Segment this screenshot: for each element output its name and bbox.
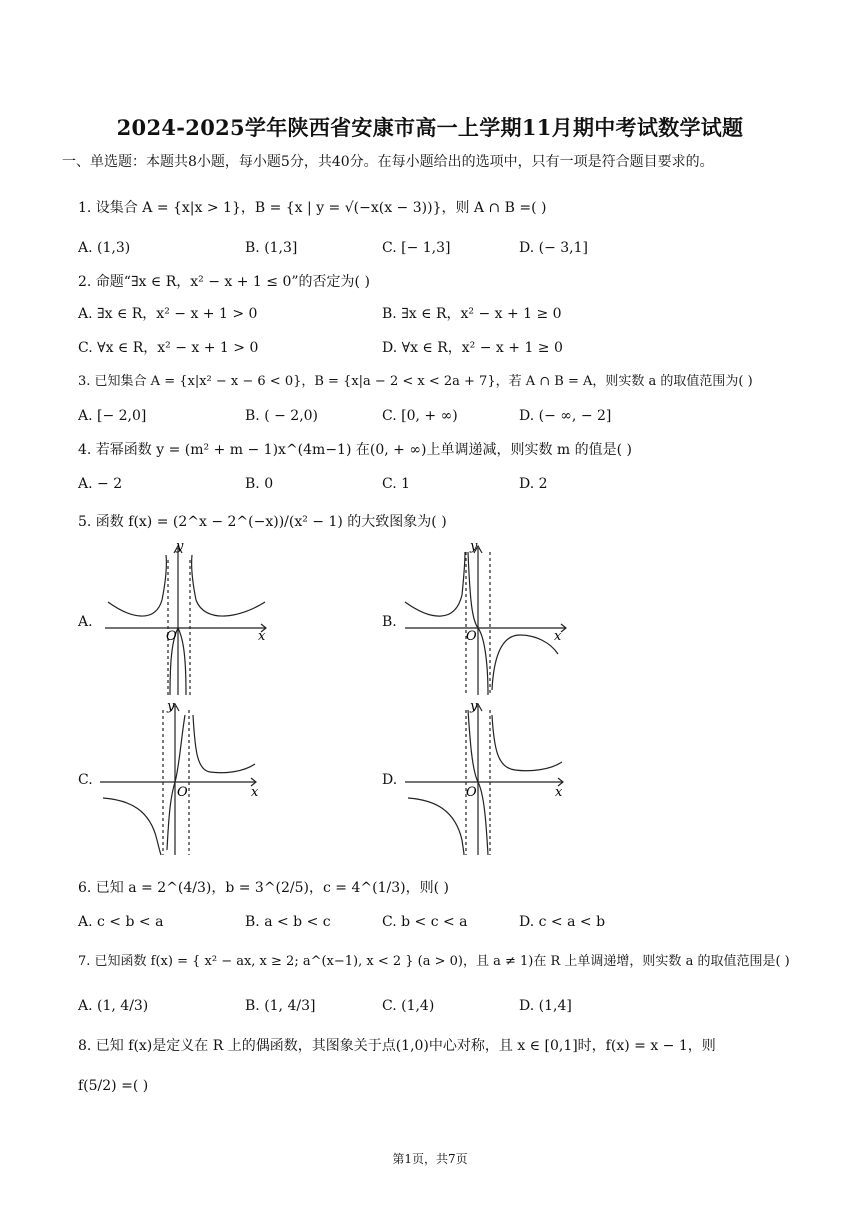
question-7-stem: 7. 已知函数 f(x) = { x² − ax, x ≥ 2; a^(x−1), x < 2 } (a > 0)，且 a ≠ 1)在 R 上单调递增，则实数 a 的取值范围是( ) — [78, 954, 790, 969]
q5a-origin-label: O — [166, 629, 177, 644]
q7-option-c: C. (1,4) — [382, 998, 435, 1014]
question-8-stem: 8. 已知 f(x)是定义在 R 上的偶函数，其图象关于点(1,0)中心对称，且 x ∈ [0,1]时，f(x) = x − 1，则 — [78, 1038, 716, 1054]
q5-option-c-label: C. — [78, 772, 93, 788]
question-1-stem: 1. 设集合 A = {x|x > 1}，B = {x | y = √(−x(x − 3))}，则 A ∩ B =( ) — [78, 200, 547, 216]
q5c-y-label: y — [167, 699, 175, 714]
q5a-x-label: x — [258, 629, 266, 644]
q5-graph-c — [95, 700, 270, 860]
q6-option-b: B. a < b < c — [245, 914, 331, 930]
q5-graph-b — [400, 540, 575, 700]
q7-option-b: B. (1, 4/3] — [245, 998, 316, 1014]
question-2-stem: 2. 命题“∃x ∈ R，x² − x + 1 ≤ 0”的否定为( ) — [78, 274, 370, 290]
q4-option-a: A. − 2 — [78, 476, 123, 492]
q6-option-d: D. c < a < b — [519, 914, 606, 930]
q5d-origin-label: O — [466, 785, 477, 800]
q2-option-b: B. ∃x ∈ R，x² − x + 1 ≥ 0 — [382, 306, 562, 322]
question-5-stem: 5. 函数 f(x) = (2^x − 2^(−x))/(x² − 1) 的大致图象为( ) — [78, 514, 447, 530]
q2-option-c: C. ∀x ∈ R，x² − x + 1 > 0 — [78, 340, 259, 356]
q2-option-a: A. ∃x ∈ R，x² − x + 1 > 0 — [78, 306, 258, 322]
q4-option-c: C. 1 — [382, 476, 411, 492]
q1-option-d: D. (− 3,1] — [519, 240, 588, 256]
question-6-stem: 6. 已知 a = 2^(4/3)，b = 3^(2/5)，c = 4^(1/3)，则( ) — [78, 880, 449, 896]
q3-option-a: A. [− 2,0] — [78, 408, 147, 424]
q5-option-a-label: A. — [78, 614, 93, 630]
question-4-stem: 4. 若幂函数 y = (m² + m − 1)x^(4m−1) 在(0, + ∞)上单调递减，则实数 m 的值是( ) — [78, 442, 632, 458]
q5b-x-label: x — [554, 629, 562, 644]
q5-option-b-label: B. — [382, 614, 397, 630]
section-header — [62, 152, 714, 172]
question-8-stem-continued: f(5/2) =( ) — [78, 1078, 149, 1094]
page-footer: 第1页，共7页 — [392, 1152, 468, 1166]
q6-option-a: A. c < b < a — [78, 914, 164, 930]
q4-option-b: B. 0 — [245, 476, 274, 492]
q5c-x-label: x — [251, 785, 259, 800]
q1-option-c: C. [− 1,3] — [382, 240, 451, 256]
q5-graph-a — [100, 540, 275, 700]
q3-option-d: D. (− ∞, − 2] — [519, 408, 612, 424]
q5-graph-d — [400, 700, 575, 860]
section-header-text: 一、单选题：本题共8小题，每小题5分，共40分。在每小题给出的选项中，只有一项是符合题目要求的。 — [62, 154, 714, 170]
question-3-stem: 3. 已知集合 A = {x|x² − x − 6 < 0}，B = {x|a − 2 < x < 2a + 7}，若 A ∩ B = A，则实数 a 的取值范围为( ) — [78, 374, 753, 389]
q5a-y-label: y — [176, 539, 184, 554]
q5d-x-label: x — [555, 785, 563, 800]
q1-option-a: A. (1,3) — [78, 240, 131, 256]
q1-option-b: B. (1,3] — [245, 240, 298, 256]
q7-option-d: D. (1,4] — [519, 998, 572, 1014]
q5c-origin-label: O — [177, 785, 188, 800]
q5b-y-label: y — [470, 539, 478, 554]
q5d-y-label: y — [470, 699, 478, 714]
q5-option-d-label: D. — [382, 772, 398, 788]
q5b-origin-label: O — [466, 629, 477, 644]
q7-option-a: A. (1, 4/3) — [78, 998, 149, 1014]
q4-option-d: D. 2 — [519, 476, 548, 492]
q3-option-b: B. ( − 2,0) — [245, 408, 319, 424]
q3-option-c: C. [0, + ∞) — [382, 408, 458, 424]
q6-option-c: C. b < c < a — [382, 914, 468, 930]
q2-option-d: D. ∀x ∈ R，x² − x + 1 ≥ 0 — [382, 340, 563, 356]
page-title: 2024-2025学年陕西省安康市高一上学期11月期中考试数学试题 — [116, 115, 744, 140]
